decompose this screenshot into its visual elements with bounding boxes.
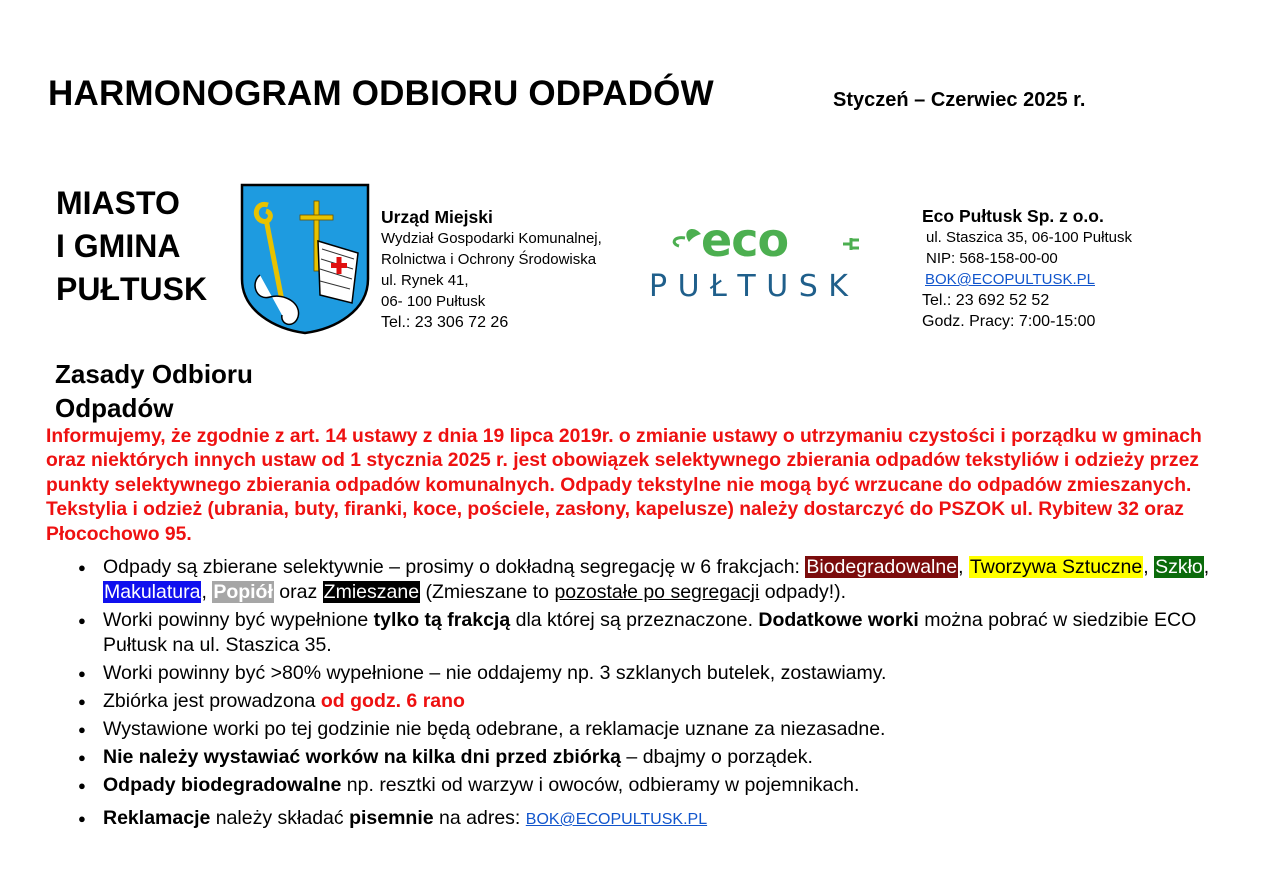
list-item: ● Wystawione worki po tej godzinie nie będą odebrane, a reklamacje uznane za niezasadne. xyxy=(72,717,1232,742)
company-phone: Tel.: 23 692 52 52 xyxy=(922,292,1050,309)
rules-heading-line-2: Odpadów xyxy=(55,393,174,423)
municipality-line-3: PUŁTUSK xyxy=(56,271,208,307)
city-office-street: ul. Rynek 41, xyxy=(381,272,469,289)
logo-word-pultusk: PUŁTUSK xyxy=(649,269,859,304)
list-item: ● Worki powinny być wypełnione tylko tą frakcją dla której są przeznaczone. Dodatkowe worki można pobrać w siedzibie ECO Pułtusk na ul. Staszica 35. xyxy=(72,608,1232,658)
page-title: HARMONOGRAM ODBIORU ODPADÓW xyxy=(48,74,714,113)
company-address: ul. Staszica 35, 06-100 Pułtusk xyxy=(926,229,1132,246)
list-item: ● Odpady biodegradowalne np. resztki od warzyw i owoców, odbieramy w pojemnikach. xyxy=(72,773,1232,798)
municipality-name xyxy=(56,182,207,311)
fraction-glass: Szkło xyxy=(1155,556,1203,578)
rules-heading xyxy=(55,357,253,425)
fraction-biodegradable: Biodegradowalne xyxy=(806,556,958,578)
rules-list xyxy=(72,555,1232,835)
municipality-line-1: MIASTO xyxy=(56,185,180,221)
city-office-phone: Tel.: 23 306 72 26 xyxy=(381,314,509,331)
complaints-email-link[interactable]: BOK@ECOPULTUSK.PL xyxy=(525,811,708,828)
city-office-name: Urząd Miejski xyxy=(381,207,493,227)
list-item: ● Odpady są zbierane selektywnie – prosimy o dokładną segregację w 6 frakcjach: Biodegradowalne, Tworzywa Sztuczne, Szkło, Makulatura, Popiół oraz Zmieszane (Zmieszane to pozostałe po segregacji odpady!). xyxy=(72,555,1232,605)
municipality-line-2: I GMINA xyxy=(56,228,181,264)
city-office-department: Wydział Gospodarki Komunalnej, xyxy=(381,230,602,247)
fraction-mixed: Zmieszane xyxy=(323,581,420,603)
city-office-postcode: 06- 100 Pułtusk xyxy=(381,293,486,310)
coat-of-arms-icon xyxy=(240,183,370,335)
fraction-plastics: Tworzywa Sztuczne xyxy=(969,556,1143,578)
list-item: ● Reklamacje należy składać pisemnie na adres: BOK@ECOPULTUSK.PL xyxy=(72,806,1232,832)
fraction-paper: Makulatura xyxy=(104,581,201,603)
list-item: ● Zbiórka jest prowadzona od godz. 6 rano xyxy=(72,689,1232,714)
company-nip: NIP: 568-158-00-00 xyxy=(926,250,1058,267)
city-office-info xyxy=(381,207,602,333)
textile-notice: Informujemy, że zgodnie z art. 14 ustawy z dnia 19 lipca 2019r. o zmianie ustawy o utrzymaniu czystości i porządku w gminach oraz niektórych innych ustaw od 1 stycznia 2025 r. jest obowiązek selektywnego zbierania odpadów tekstyliów i odzieży przez punkty selektywnego zbierania odpadów komunalnych. Odpady tekstylne nie mogą być wrzucane do odpadów zmieszanych. Tekstylia i odzież (ubrania, buty, firanki, koce, pościele, zasłony, kapelusze) należy dostarczyć do PSZOK ul. Rybitew 32 oraz Płocochowo 95. xyxy=(46,426,1202,545)
company-email-link[interactable]: BOK@ECOPULTUSK.PL xyxy=(925,271,1095,288)
list-item: ● Nie należy wystawiać worków na kilka dni przed zbiórką – dbajmy o porządek. xyxy=(72,745,1232,770)
company-hours: Godz. Pracy: 7:00-15:00 xyxy=(922,313,1096,330)
company-name: Eco Pułtusk Sp. z o.o. xyxy=(922,206,1104,226)
schedule-period: Styczeń – Czerwiec 2025 r. xyxy=(833,89,1086,111)
list-item: ● Worki powinny być >80% wypełnione – nie oddajemy np. 3 szklanych butelek, zostawiamy. xyxy=(72,661,1232,686)
fraction-ash: Popiół xyxy=(213,581,273,603)
company-info xyxy=(922,206,1132,332)
logo-word-eco: eco xyxy=(701,218,789,267)
city-office-department-2: Rolnictwa i Ochrony Środowiska xyxy=(381,251,597,268)
rules-heading-line-1: Zasady Odbioru xyxy=(55,359,253,389)
eco-pultusk-logo xyxy=(645,218,905,306)
